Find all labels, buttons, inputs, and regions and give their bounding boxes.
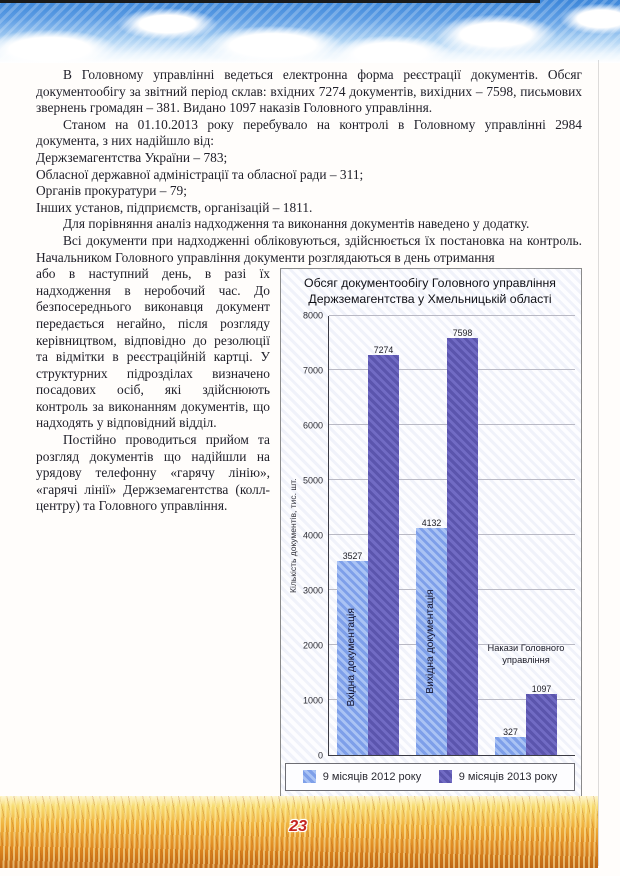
chart-title: Обсяг документообігу Головного управління Держземагентства у Хмельницькій області bbox=[304, 276, 556, 306]
y-axis-title: Кількість документів, тис. шт. bbox=[288, 478, 298, 593]
bar-value-label: 7274 bbox=[373, 345, 394, 356]
bar-value-label: 3527 bbox=[342, 551, 363, 562]
y-tick-label: 2000 bbox=[302, 640, 323, 651]
bar-series-0 bbox=[416, 517, 447, 755]
paragraph-accounting: Всі документи при надходженні обліковуються, здійснюється їх постановка на контроль. Начальником Головного управління документи розглядаються в день отримання bbox=[36, 232, 582, 265]
legend-swatch-2012 bbox=[303, 770, 316, 783]
paragraph-control-status: Станом на 01.10.2013 року перебувало на контролі в Головному управлінні 2984 документа, з них надійшло від: bbox=[36, 116, 582, 149]
category-label: Вхідна документація bbox=[346, 608, 358, 708]
y-tick-label: 3000 bbox=[302, 585, 323, 596]
bar-series-0 bbox=[495, 726, 526, 755]
y-tick-label: 0 bbox=[317, 750, 323, 761]
legend-swatch-2013 bbox=[439, 770, 452, 783]
bar-series-0 bbox=[337, 551, 368, 755]
documents-volume-chart bbox=[280, 268, 582, 798]
bar-group bbox=[487, 316, 565, 755]
paragraph-registration: В Головному управлінні ведеться електронна форма реєстрації документів. Обсяг документообігу за звітний період склав: вхідних 7274 документів, вихідних – 7598, письмових звернень громадян – 381. Видано 1097 наказів Головного управління. bbox=[36, 67, 582, 116]
chart-plot-region bbox=[285, 310, 575, 761]
bar-series-1 bbox=[447, 327, 478, 755]
paragraph-comparison: Для порівняння аналіз надходження та виконання документів наведено у додатку. bbox=[63, 216, 530, 232]
chart-legend bbox=[285, 763, 575, 792]
bar-group bbox=[337, 316, 399, 755]
legend-label-2013: 9 місяців 2013 року bbox=[458, 770, 558, 783]
y-tick-label: 6000 bbox=[302, 420, 323, 431]
y-tick-label: 4000 bbox=[302, 530, 323, 541]
wheat-photo-banner bbox=[0, 796, 598, 868]
bar-series-1 bbox=[526, 684, 557, 754]
paragraph-execution: або в наступний день, в разі їх надходження в неробочий час. До безпосереднього виконавця документ передається негайно, після розгляду керівництвом, відповідно до резолюції та відмітки в реєстраційній картці. У структурних підрозділах визначено посадових осіб, які здійснюють контроль за виконанням документів, що надходять у відповідний відділ. bbox=[36, 266, 270, 431]
bar-value-label: 327 bbox=[503, 726, 518, 737]
y-tick-label: 1000 bbox=[302, 695, 323, 706]
y-tick-label: 5000 bbox=[302, 475, 323, 486]
category-label: Накази Головного управління bbox=[487, 643, 565, 666]
list-item-prosecutor: Органів прокуратури – 79; bbox=[36, 183, 187, 199]
sky-photo-banner bbox=[0, 0, 620, 63]
page-number: 23 bbox=[289, 818, 308, 835]
y-tick-label: 8000 bbox=[302, 310, 323, 321]
bar-value-label: 7598 bbox=[452, 327, 473, 338]
legend-item-2012 bbox=[303, 769, 421, 786]
list-item-derzhzem: Держземагентства України – 783; bbox=[36, 149, 228, 165]
document-body bbox=[36, 67, 582, 804]
bar-series-1 bbox=[368, 345, 399, 754]
bar-group bbox=[416, 316, 478, 755]
bar-value-label: 4132 bbox=[421, 517, 442, 528]
list-item-other: Інших установ, підприємств, організацій – 1811. bbox=[36, 199, 313, 215]
bar-value-label: 1097 bbox=[531, 684, 552, 695]
legend-label-2012: 9 місяців 2012 року bbox=[322, 770, 422, 783]
y-tick-label: 7000 bbox=[302, 365, 323, 376]
category-label: Вихідна документація bbox=[425, 589, 437, 694]
plot-area bbox=[328, 316, 575, 756]
list-item-oblast: Обласної державної адміністрації та обласної ради – 311; bbox=[36, 166, 364, 182]
scan-edge bbox=[0, 0, 540, 3]
y-axis-ticks bbox=[298, 310, 328, 761]
legend-item-2013 bbox=[439, 769, 557, 786]
paragraph-hotline: Постійно проводиться прийом та розгляд документів що надійшли на урядову телефонну «гарячу лінію», «гарячі лінії» Держземагентства (колл-центру) та Головного управління. bbox=[36, 432, 270, 514]
scan-edge bbox=[598, 60, 599, 866]
